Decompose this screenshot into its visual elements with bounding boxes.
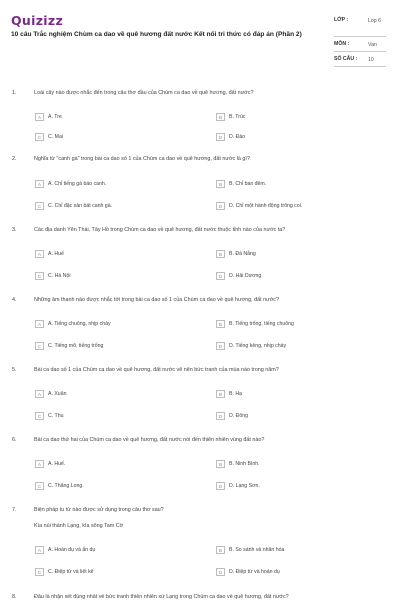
option-letter-box: D <box>216 412 225 420</box>
question-text: Đâu là nhận xét đúng nhất về bức tranh thiên nhiên xứ Lạng trong Chùm ca dao về quê hương, đất nước? <box>34 594 289 600</box>
option-text: B. Chỉ ban đêm. <box>229 181 267 187</box>
option-letter-box: A <box>35 113 44 121</box>
question-text: Biện pháp tu từ nào được sử dụng trong câu thơ sau? <box>34 507 164 513</box>
option-text: D. Tiếng kẻng, nhịp chày <box>229 343 287 349</box>
option-letter-box: B <box>216 180 225 188</box>
option-letter-box: C <box>35 568 44 576</box>
option-letter-box: C <box>35 482 44 490</box>
option-letter-box: B <box>216 546 225 554</box>
option-letter-box: B <box>216 250 225 258</box>
option-letter-box: A <box>35 546 44 554</box>
option-letter-box: C <box>35 133 44 141</box>
option-letter-box: D <box>216 482 225 490</box>
meta-grade-label: LỚP : <box>334 17 349 23</box>
option-letter-box: D <box>216 272 225 280</box>
option-text: B. Đà Nẵng <box>229 251 256 257</box>
option-a[interactable] <box>35 317 111 331</box>
option-letter-box: A <box>35 320 44 328</box>
option-text: C. Tiếng mõ, tiếng trống <box>48 343 104 349</box>
meta-divider <box>334 36 386 37</box>
option-d[interactable] <box>216 565 280 579</box>
option-text: D. Đông <box>229 413 249 419</box>
option-b[interactable] <box>216 317 294 331</box>
option-text: B. Tiếng trống, tiếng chuông <box>229 321 294 327</box>
option-b[interactable] <box>216 387 242 401</box>
meta-divider <box>334 66 386 67</box>
option-d[interactable] <box>216 479 260 493</box>
option-letter-box: A <box>35 250 44 258</box>
option-b[interactable] <box>216 177 266 191</box>
option-text: C. Thăng Long. <box>48 483 84 489</box>
question-number: 8. <box>12 594 17 600</box>
option-text: B. So sánh và nhân hóa <box>229 547 285 553</box>
question-text: Nghĩa từ "canh gà" trong bài ca dao số 1 của Chùm ca dao về quê hương, đất nước là gì? <box>34 156 250 162</box>
option-letter-box: C <box>35 342 44 350</box>
question-number: 7. <box>12 507 17 513</box>
option-b[interactable] <box>216 543 284 557</box>
option-text: B. Trúc <box>229 114 246 120</box>
option-letter-box: D <box>216 568 225 576</box>
question-text: Những âm thanh nào được nhắc tới trong bài ca dao số 1 của Chùm ca dao về quê hương, đất nước? <box>34 297 279 303</box>
option-letter-box: C <box>35 412 44 420</box>
option-letter-box: B <box>216 460 225 468</box>
option-d[interactable] <box>216 269 261 283</box>
option-a[interactable] <box>35 110 62 124</box>
option-a[interactable] <box>35 457 65 471</box>
question-number: 1. <box>12 90 17 96</box>
option-d[interactable] <box>216 199 302 213</box>
option-c[interactable] <box>35 199 112 213</box>
question-number: 6. <box>12 437 17 443</box>
option-c[interactable] <box>35 130 63 144</box>
option-text: A. Tre <box>48 114 62 120</box>
option-text: C. Thu <box>48 413 64 419</box>
option-letter-box: D <box>216 133 225 141</box>
option-d[interactable] <box>216 130 245 144</box>
option-text: C. Điệp từ và liệt kê <box>48 569 94 575</box>
option-a[interactable] <box>35 177 106 191</box>
option-text: D. Hải Dương <box>229 273 262 279</box>
option-text: D. Điệp từ và hoán dụ <box>229 569 280 575</box>
meta-subject-value: Van <box>368 42 377 48</box>
option-a[interactable] <box>35 247 64 261</box>
question-text: Bài ca dao số 1 của Chùm ca dao về quê hương, đất nước vẽ nên bức tranh của mùa nào trong năm? <box>34 367 279 373</box>
question-text: Các địa danh Yên Thái, Tây Hồ trong Chùm ca dao về quê hương, đất nước thuộc tỉnh nào của nước ta? <box>34 227 286 233</box>
option-text: A. Huế <box>48 251 64 257</box>
option-text: A. Tiếng chuông, nhịp chày <box>48 321 111 327</box>
question-number: 4. <box>12 297 17 303</box>
meta-subject-label: MÔN : <box>334 41 350 47</box>
option-letter-box: B <box>216 113 225 121</box>
option-c[interactable] <box>35 565 94 579</box>
meta-grade-value: Lop 6 <box>368 18 381 24</box>
option-letter-box: D <box>216 202 225 210</box>
option-text: A. Huế. <box>48 461 66 467</box>
meta-count-label: SỐ CÂU : <box>334 56 358 62</box>
option-letter-box: A <box>35 390 44 398</box>
option-c[interactable] <box>35 409 63 423</box>
option-letter-box: A <box>35 180 44 188</box>
option-d[interactable] <box>216 339 286 353</box>
option-text: C. Mai <box>48 134 63 140</box>
meta-count-value: 10 <box>368 57 374 63</box>
option-letter-box: B <box>216 390 225 398</box>
option-letter-box: B <box>216 320 225 328</box>
question-number: 5. <box>12 367 17 373</box>
option-text: C. Hà Nội <box>48 273 71 279</box>
option-text: D. Đào <box>229 134 246 140</box>
worksheet-header <box>0 0 400 72</box>
meta-divider <box>334 51 386 52</box>
option-text: D. Chỉ một hành động trông coi. <box>229 203 303 209</box>
question-number: 2. <box>12 156 17 162</box>
option-text: A. Chỉ tiếng gà báo canh. <box>48 181 107 187</box>
option-a[interactable] <box>35 543 95 557</box>
option-letter-box: C <box>35 272 44 280</box>
option-letter-box: D <box>216 342 225 350</box>
question-text: Bài ca dao thứ hai của Chùm ca dao về quê hương, đất nước nói đến thiên nhiên vùng đất nào? <box>34 437 265 443</box>
option-text: A. Hoán dụ và ẩn dụ <box>48 547 96 553</box>
option-text: D. Lạng Sơn. <box>229 483 260 489</box>
option-letter-box: A <box>35 460 44 468</box>
option-b[interactable] <box>216 110 245 124</box>
option-text: A. Xuân <box>48 391 67 397</box>
option-letter-box: C <box>35 202 44 210</box>
option-c[interactable] <box>35 269 71 283</box>
option-a[interactable] <box>35 387 66 401</box>
question-text: Loài cây nào được nhắc đến trong câu thơ đầu của Chùm ca dao về quê hương, đất nước? <box>34 90 254 96</box>
option-text: C. Chỉ đặc sản bát canh gà. <box>48 203 113 209</box>
page-title: 10 câu Trắc nghiệm Chùm ca dao về quê hương đất nước Kết nối tri thức có đáp án (Phần 2) <box>11 31 302 38</box>
question-quote: Kìa núi thành Lạng, kìa sông Tam Cờ <box>34 523 124 529</box>
option-b[interactable] <box>216 247 256 261</box>
option-text: B. Hạ <box>229 391 242 397</box>
option-d[interactable] <box>216 409 248 423</box>
question-number: 3. <box>12 227 17 233</box>
option-c[interactable] <box>35 479 84 493</box>
quizizz-logo: Quizizz <box>11 13 64 28</box>
option-c[interactable] <box>35 339 103 353</box>
option-text: B. Ninh Bình. <box>229 461 260 467</box>
option-b[interactable] <box>216 457 260 471</box>
